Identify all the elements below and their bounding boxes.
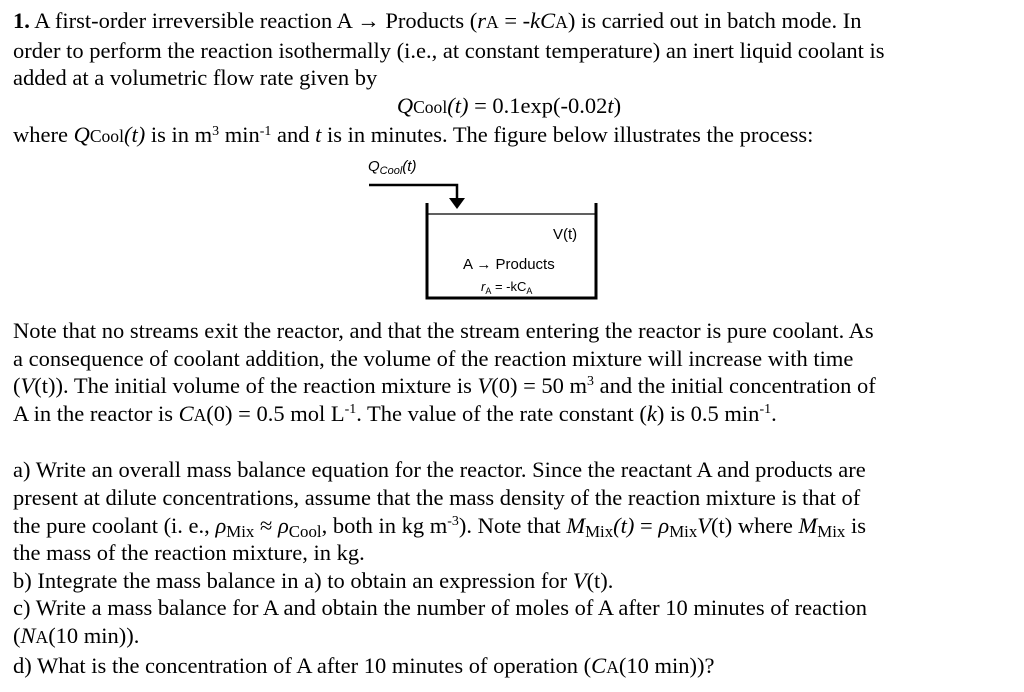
question-d: d) What is the concentration of A after 10 minutes of operation (CA(10 min))?: [13, 652, 715, 678]
problem-line-3: added at a volumetric flow rate given by: [13, 65, 378, 91]
note-line-3: (V(t)). The initial volume of the reaction mixture is V(0) = 50 $m^3$ and the initial concentration of: [13, 373, 876, 399]
problem-document: [13, 7, 1017, 681]
reactor-diagram: [13, 151, 1017, 317]
question-a-line-3: the pure coolant (i. e., $\rho_{Mix} \approx \rho_{Cool}$, both in kg $m^{-3}$). Note that $M_{Mix}(t) = \rho_{Mix}V(t)$ where $M_{Mix}$ is: [13, 512, 866, 542]
inlet-arrowhead: [449, 198, 465, 209]
question-a-line-4: the mass of the reaction mixture, in kg.: [13, 540, 365, 566]
reactor-figure: [13, 151, 1017, 317]
inlet-flow-label: $Q_{Cool}(t)$: [368, 157, 417, 177]
rate-law-label: $r_A = -kC_A$: [481, 278, 533, 296]
question-b: b) Integrate the mass balance in a) to obtain an expression for V(t).: [13, 567, 614, 593]
inlet-pipe: [369, 185, 457, 199]
note-line-2: a consequence of coolant addition, the volume of the reaction mixture will increase with time: [13, 345, 854, 371]
volume-label: V(t): [553, 225, 578, 243]
units-line: where QCool(t) is in $m^3$ $\min^{-1}$ and t is in minutes. The figure below illustrates the process:: [13, 122, 814, 148]
note-line-1: Note that no streams exit the reactor, and that the stream entering the reactor is pure coolant. As: [13, 317, 874, 343]
question-a-line-2: present at dilute concentrations, assume that the mass density of the reaction mixture is that of: [13, 484, 861, 510]
reaction-label: A → Products: [463, 255, 555, 273]
paragraph-gap: [13, 429, 1017, 456]
problem-number: 1.: [13, 8, 30, 33]
problem-line-1: 1. A first-order irreversible reaction A → Products (rA = -kCA) is carried out in batch mode. In: [13, 8, 862, 33]
question-c-line-2: (NA(10 min)).: [13, 622, 140, 648]
problem-line-2: order to perform the reaction isothermally (i.e., at constant temperature) an inert liquid coolant is: [13, 37, 885, 63]
question-a-line-1: a) Write an overall mass balance equation for the reactor. Since the reactant A and products are: [13, 457, 866, 483]
question-c-line-1: c) Write a mass balance for A and obtain the number of moles of A after 10 minutes of reaction: [13, 595, 868, 621]
note-line-4: A in the reactor is CA(0) = 0.5 mol $L^{-1}$. The value of the rate constant (k) is 0.5 $\min^{-1}$.: [13, 400, 777, 426]
flow-rate-equation: QCool(t) = 0.1exp(-0.02t): [396, 92, 622, 118]
